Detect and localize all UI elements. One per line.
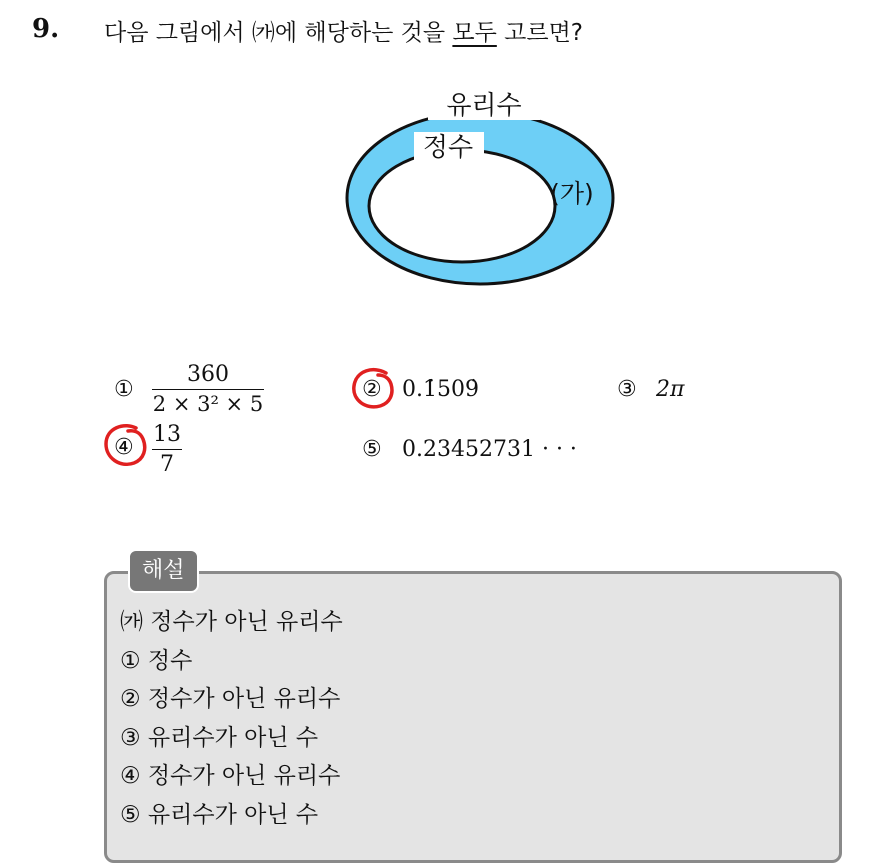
question-text-before: 다음 그림에서 ㈎에 해당하는 것을	[104, 20, 453, 46]
solution-lines	[120, 603, 343, 834]
option-3-value: 2π	[656, 377, 685, 402]
option-4-numerator: 13	[153, 422, 181, 447]
integer-set-ellipse	[369, 150, 555, 262]
option-1-fraction	[152, 362, 264, 416]
option-1-denominator: 2 × 3² × 5	[152, 392, 264, 416]
question-underlined-word: 모두	[452, 20, 497, 46]
outer-label: 유리수	[446, 91, 522, 121]
solution-line-3: ② 정수가 아닌 유리수	[120, 686, 341, 712]
option-3-marker[interactable]: ③	[617, 377, 637, 402]
solution-line-5: ④ 정수가 아닌 유리수	[120, 763, 341, 789]
question-number: 9.	[32, 14, 60, 44]
option-5-marker[interactable]: ⑤	[362, 437, 382, 462]
region-label: (가)	[550, 179, 594, 208]
solution-line-2: ① 정수	[120, 647, 193, 674]
option-1-marker[interactable]: ①	[114, 377, 134, 402]
fraction-bar	[152, 449, 182, 450]
option-2-marker[interactable]: ②	[362, 377, 382, 402]
option-4-fraction	[152, 422, 182, 477]
inner-label: 정수	[422, 133, 474, 163]
fraction-bar	[152, 389, 264, 390]
question-text-after: 고르면?	[496, 20, 584, 46]
option-5-value: 0.23452731 · · ·	[402, 437, 577, 462]
option-2-value: 0.1̇509̇	[402, 377, 479, 402]
option-4-marker[interactable]: ④	[114, 435, 134, 460]
solution-tag: 해설	[128, 549, 199, 593]
solution-line-4: ③ 유리수가 아닌 수	[120, 724, 319, 751]
solution-line-6: ⑤ 유리수가 아닌 수	[120, 801, 319, 828]
solution-line-1: ㈎ 정수가 아닌 유리수	[120, 609, 343, 635]
question-text	[104, 14, 583, 47]
option-4-denominator: 7	[160, 452, 174, 477]
venn-diagram	[340, 84, 620, 294]
option-1-numerator: 360	[187, 362, 229, 387]
